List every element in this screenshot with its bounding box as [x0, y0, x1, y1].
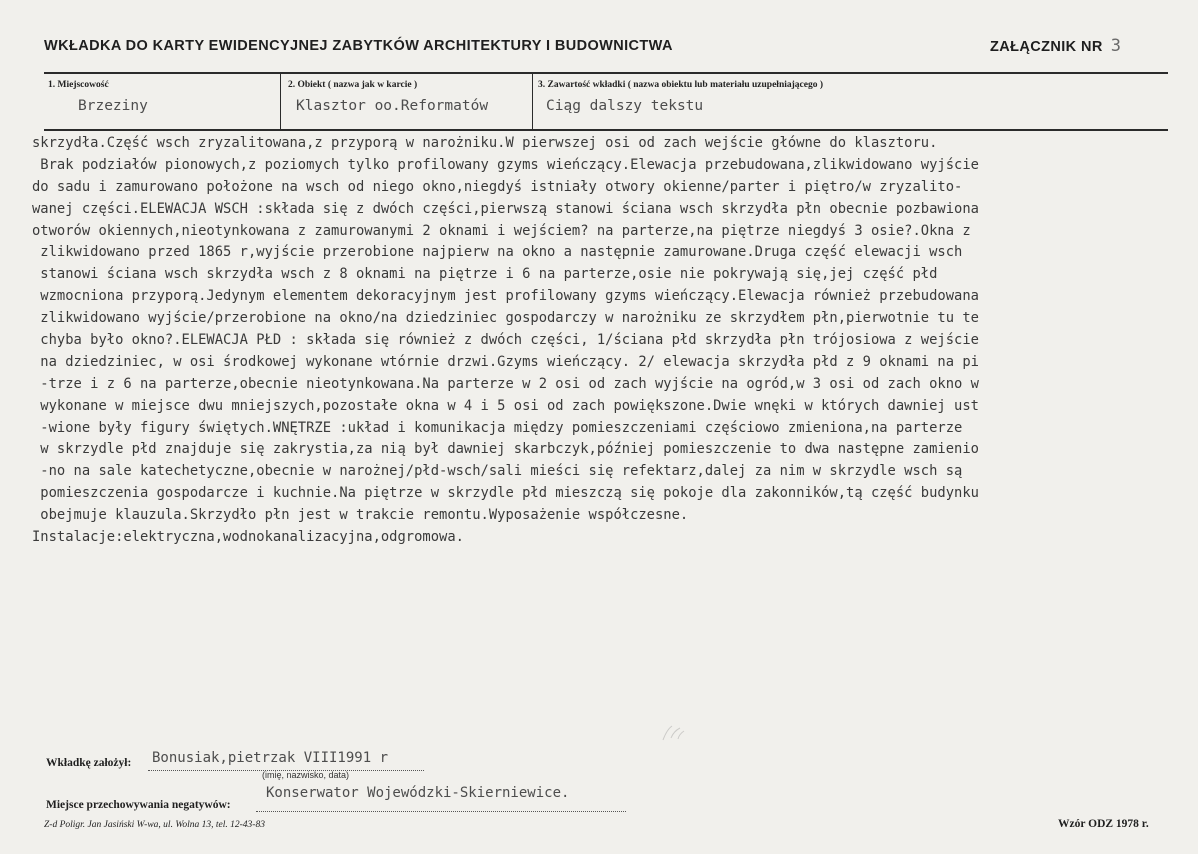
pencil-mark-icon	[660, 722, 686, 744]
negatives-dotted-line	[256, 811, 626, 812]
field-label-contents: 3. Zawartość wkładki ( nazwa obiektu lub materiału uzupełniającego )	[538, 80, 824, 90]
field-label-locality: 1. Miejscowość	[48, 80, 109, 90]
text-line: w skrzydle płd znajduje się zakrystia,za nią był dawniej skarbczyk,później pomieszczenie to dwa następne zamienio	[32, 441, 979, 458]
text-line: stanowi ściana wsch skrzydła wsch z 8 oknami na piętrze i 6 na parterze,osie nie pokrywają się,jej część płd	[32, 266, 938, 283]
field-divider	[280, 73, 281, 130]
text-line: na dziedziniec, w osi środkowej wykonane wtórnie drzwi.Gzyms wieńczący. 2/ elewacja skrzydła płd z 9 oknami na pi	[32, 353, 979, 370]
annex-number: 3	[1110, 36, 1121, 56]
printer-imprint: Z-d Poligr. Jan Jasiński W-wa, ul. Wolna 13, tel. 12-43-83	[44, 820, 265, 830]
text-line: do sadu i zamurowano położone na wsch od niego okno,niegdyś istniały otwory okienne/parter i piętro/w zryzalito-	[32, 178, 963, 195]
text-line: skrzydła.Część wsch zryzalitowana,z przyporą w narożniku.W pierwszej osi od zach wejście główne do klasztoru.	[32, 135, 938, 151]
top-rule	[44, 72, 1168, 74]
text-line: wzmocniona przyporą.Jedynym elementem dekoracyjnym jest profilowany gzyms wieńczący.Elewacja również przebudowana	[32, 288, 979, 305]
form-title: WKŁADKA DO KARTY EWIDENCYJNEJ ZABYTKÓW ARCHITEKTURY I BUDOWNICTWA	[44, 38, 673, 54]
text-line: chyba było okno?.ELEWACJA PŁD : składa się również z dwóch części, 1/ściana płd skrzydła płn trójosiowa z wejście	[32, 332, 979, 349]
text-line: Instalacje:elektryczna,wodnokanalizacyjna,odgromowa.	[32, 529, 464, 546]
description-text	[32, 133, 1198, 549]
text-line: obejmuje klauzula.Skrzydło płn jest w trakcie remontu.Wyposażenie współczesne.	[32, 507, 689, 524]
author-value: Bonusiak,pietrzak VIII1991 r	[152, 750, 389, 766]
negatives-location-label: Miejsce przechowywania negatywów:	[46, 799, 231, 811]
text-line: wanej części.ELEWACJA WSCH :składa się z dwóch części,pierwszą stanowi ściana wsch skrzydła płn obecnie pozbawiona	[32, 200, 979, 217]
text-line: pomieszczenia gospodarcze i kuchnie.Na piętrze w skrzydle płd mieszczą się pokoje dla zakonników,tą część budynku	[32, 485, 979, 502]
field-value-locality: Brzeziny	[78, 98, 148, 114]
annex-number-block	[990, 36, 1121, 56]
annex-label: ZAŁĄCZNIK NR	[990, 39, 1103, 55]
text-line: zlikwidowano wyjście/przerobione na okno/na dziedziniec gospodarczy w narożniku ze skrzydłem płn,pierwotnie tu te	[32, 310, 979, 327]
field-label-object: 2. Obiekt ( nazwa jak w karcie )	[288, 80, 418, 90]
fields-bottom-rule	[44, 129, 1168, 131]
field-value-contents: Ciąg dalszy tekstu	[546, 98, 704, 114]
text-line: -trze i z 6 na parterze,obecnie nieotynkowana.Na parterze w 2 osi od zach wyjście na ogród,w 3 osi od zach okno w	[32, 375, 979, 392]
field-value-object: Klasztor oo.Reformatów	[296, 98, 489, 114]
negatives-location-value: Konserwator Wojewódzki-Skierniewice.	[266, 785, 570, 801]
author-hint: (imię, nazwisko, data)	[262, 770, 350, 780]
text-line: Brak podziałów pionowych,z poziomych tylko profilowany gzyms wieńczący.Elewacja przebudowana,zlikwidowano wyjście	[32, 156, 979, 173]
text-line: wykonane w miejsce dwu mniejszych,pozostałe okna w 4 i 5 osi od zach powiększone.Dwie wnęki w których dawniej ust	[32, 397, 979, 414]
text-line: zlikwidowano przed 1865 r,wyjście przerobione najpierw na okno a następnie zamurowane.Druga część elewacji wsch	[32, 244, 963, 261]
form-model: Wzór ODZ 1978 r.	[1058, 818, 1149, 830]
field-divider	[532, 73, 533, 130]
text-line: -no na sale katechetyczne,obecnie w narożnej/płd-wsch/sali mieści się refektarz,dalej za nim w skrzydle wsch są	[32, 463, 963, 480]
author-label: Wkładkę założył:	[46, 757, 132, 769]
text-line: otworów okiennych,nieotynkowana z zamurowanymi 2 oknami i wejściem? na parterze,na piętrze niegdyś 3 osie?.Okna z	[32, 222, 971, 239]
text-line: -wione były figury świętych.WNĘTRZE :układ i komunikacja między pomieszczeniami częściowo zmieniona,na parterze	[32, 419, 963, 436]
